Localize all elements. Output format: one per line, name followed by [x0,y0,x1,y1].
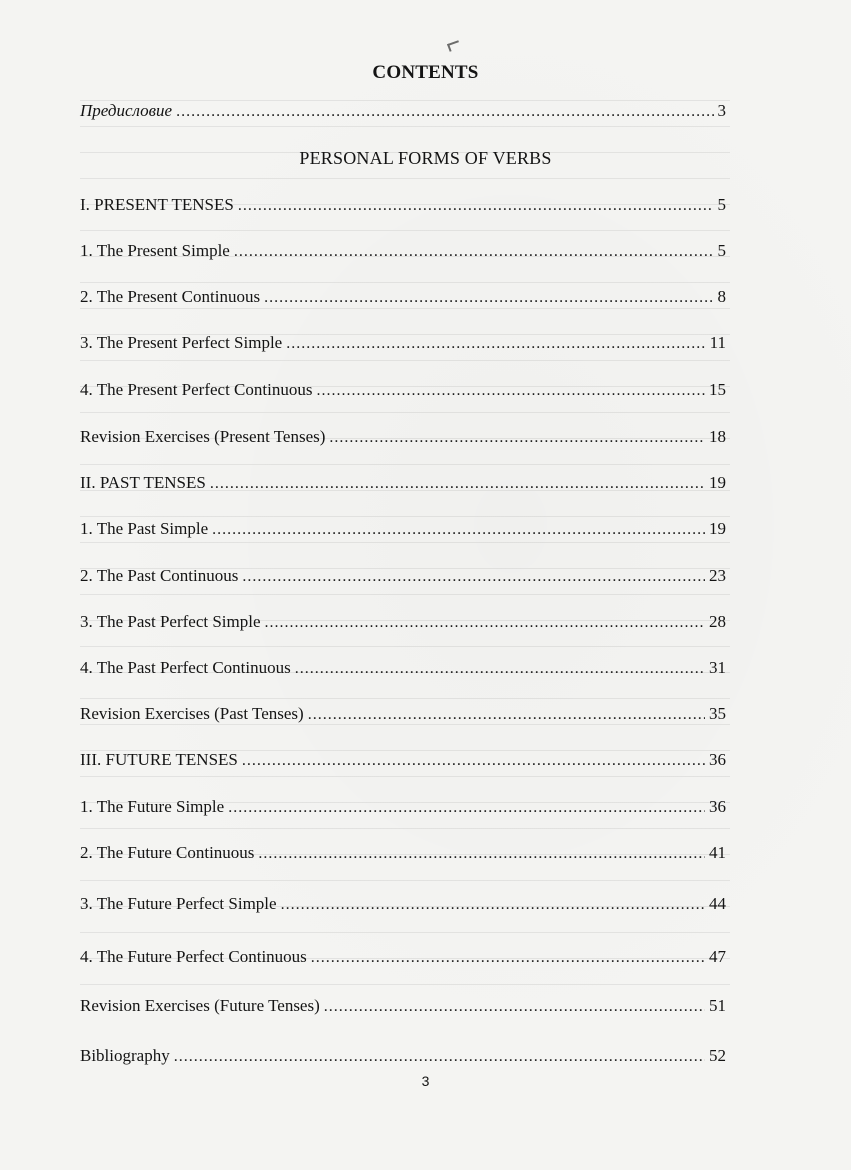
toc-entry-label: 3. The Past Perfect Simple [80,612,261,631]
toc-entry-page: 47 [709,947,726,966]
toc-entry-page: 41 [709,843,726,862]
toc-entry-past-perfect-simple[interactable] [80,611,726,634]
toc-leader-dots [286,333,705,355]
toc-entry-page: 19 [709,519,726,538]
toc-leader-dots [174,1046,705,1068]
toc-entry-page: 28 [709,612,726,631]
toc-entry-label: Revision Exercises (Future Tenses) [80,996,320,1015]
toc-entry-page: 11 [709,333,726,352]
toc-entry-label: I. PRESENT TENSES [80,195,234,214]
pen-mark [447,40,461,52]
toc-entry-present-tenses[interactable] [80,194,726,217]
page-number: 3 [421,1073,430,1089]
toc-leader-dots [329,427,705,449]
toc-entry-page: 36 [709,750,726,769]
section-heading: PERSONAL FORMS OF VERBS [299,148,552,168]
toc-entry-page: 44 [709,894,726,913]
toc-entry-label: Bibliography [80,1046,170,1065]
contents-title: CONTENTS [372,62,479,83]
toc-entry-past-perfect-continuous[interactable] [80,657,726,680]
toc-leader-dots [264,287,713,309]
toc-leader-dots [210,473,705,495]
show-through-text [80,100,730,1000]
toc-entry-label: III. FUTURE TENSES [80,750,238,769]
toc-leader-dots [316,380,705,402]
toc-entry-revision-future[interactable] [80,995,726,1018]
toc-entry-bibliography[interactable] [80,1045,726,1068]
toc-entry-preface[interactable] [80,100,726,123]
toc-entry-present-perfect-continuous[interactable] [80,379,726,402]
toc-entry-page: 35 [709,704,726,723]
toc-entry-future-simple[interactable] [80,796,726,819]
toc-leader-dots [242,750,705,772]
toc-entry-label: Revision Exercises (Past Tenses) [80,704,304,723]
toc-entry-label: 4. The Present Perfect Continuous [80,380,313,399]
toc-entry-label: 1. The Present Simple [80,241,230,260]
toc-entry-label: 1. The Future Simple [80,797,225,816]
toc-entry-page: 52 [709,1046,726,1065]
toc-entry-label: 4. The Future Perfect Continuous [80,947,307,966]
toc-entry-label: 1. The Past Simple [80,519,209,538]
toc-entry-future-perfect-continuous[interactable] [80,946,726,969]
toc-entry-label: 2. The Future Continuous [80,843,255,862]
toc-entry-label: 2. The Past Continuous [80,566,239,585]
toc-entry-page: 23 [709,566,726,585]
toc-leader-dots [295,658,705,680]
toc-entry-page: 18 [709,427,726,446]
toc-leader-dots [308,704,705,726]
toc-entry-future-perfect-simple[interactable] [80,893,726,916]
toc-entry-label: 2. The Present Continuous [80,287,261,306]
toc-leader-dots [212,519,705,541]
toc-leader-dots [234,241,714,263]
toc-leader-dots [242,566,705,588]
toc-entry-past-simple[interactable] [80,518,726,541]
toc-entry-future-continuous[interactable] [80,842,726,865]
toc-entry-revision-past[interactable] [80,703,726,726]
toc-entry-label: 3. The Future Perfect Simple [80,894,277,913]
toc-entry-past-continuous[interactable] [80,565,726,588]
toc-entry-label: Revision Exercises (Present Tenses) [80,427,326,446]
toc-entry-future-tenses[interactable] [80,749,726,772]
toc-leader-dots [238,195,714,217]
toc-entry-label: II. PAST TENSES [80,473,206,492]
toc-entry-page: 5 [717,241,726,260]
toc-entry-page: 51 [709,996,726,1015]
toc-entry-label: Предисловие [80,101,173,120]
toc-leader-dots [324,996,705,1018]
toc-leader-dots [265,612,705,634]
toc-entry-page: 3 [717,101,726,120]
toc-entry-past-tenses[interactable] [80,472,726,495]
toc-entry-page: 19 [709,473,726,492]
toc-entry-label: 4. The Past Perfect Continuous [80,658,291,677]
toc-leader-dots [176,101,713,123]
toc-entry-present-perfect-simple[interactable] [80,332,726,355]
toc-entry-page: 31 [709,658,726,677]
toc-entry-page: 36 [709,797,726,816]
toc-leader-dots [281,894,705,916]
toc-entry-present-simple[interactable] [80,240,726,263]
toc-entry-present-continuous[interactable] [80,286,726,309]
toc-entry-page: 15 [709,380,726,399]
toc-leader-dots [311,947,705,969]
toc-leader-dots [258,843,705,865]
toc-entry-page: 8 [717,287,726,306]
toc-entry-page: 5 [717,195,726,214]
toc-leader-dots [228,797,705,819]
toc-entry-revision-present[interactable] [80,426,726,449]
toc-entry-label: 3. The Present Perfect Simple [80,333,283,352]
